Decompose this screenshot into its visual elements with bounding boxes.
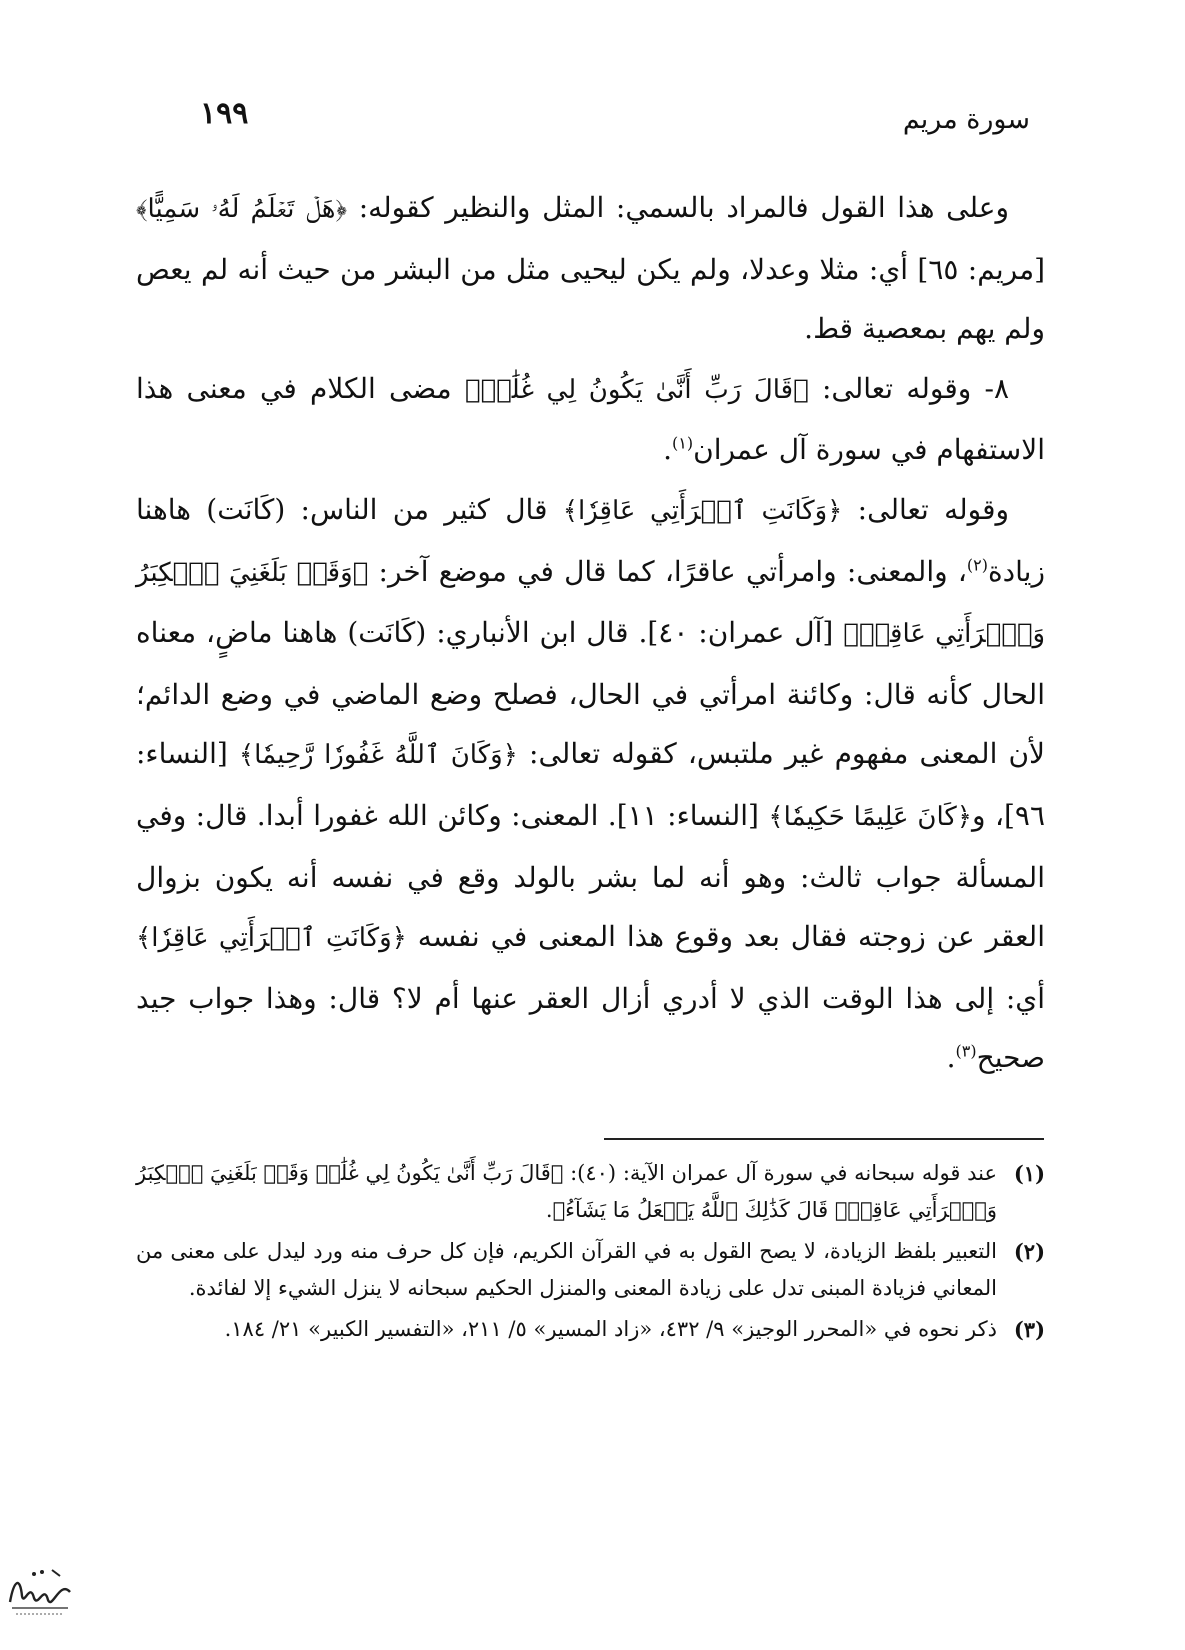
main-text bbox=[136, 178, 1045, 1088]
paragraph-text: مضى الكلام في معنى هذا الاستفهام في سورة آل عمران bbox=[136, 371, 1045, 467]
quran-quote: ﴿قَالَ رَبِّ أَنَّىٰ يَكُونُ لِي غُلَٰمٞ﴾ bbox=[464, 374, 809, 405]
footnote bbox=[136, 1155, 1045, 1229]
paragraph-text: ٨- وقوله تعالى: bbox=[808, 371, 1009, 405]
quran-quote: ﴿وَقَدۡ بَلَغَنِيَ ٱلۡكِبَرُ وَٱمۡرَأَتِي عَاقِرٞ﴾ bbox=[136, 557, 1046, 650]
quran-quote: ﴿هَلۡ تَعۡلَمُ لَهُۥ سَمِيًّا﴾ bbox=[136, 194, 348, 224]
chapter-title: سورة مريم bbox=[902, 104, 1030, 135]
paragraph-text: . bbox=[946, 1041, 956, 1075]
paragraph-text: [النساء: ١١]. المعنى: وكائن الله غفورا أبدا. قال: وفي المسألة جواب ثالث: وهو أنه لما بشر بالولد وقع في نفسه أنه يكون بزوال العقر عن زوجته فقال بعد وقوع هذا المعنى في نفسه bbox=[136, 798, 1045, 954]
paragraph-text: وعلى هذا القول فالمراد بالسمي: المثل والنظير كقوله: bbox=[347, 191, 1009, 224]
quran-quote: ﴿وَكَانَ ٱللَّهُ غَفُورٗا رَّحِيمٗا﴾ bbox=[238, 740, 518, 771]
paragraph-3 bbox=[136, 480, 1045, 1088]
footnote-text: التعبير بلفظ الزيادة، لا يصح القول به في القرآن الكريم، فإن كل حرف منه ورد ليدل على معنى من المعاني فزيادة المبنى تدل على زيادة المعنى والمنزل الحكيم سبحانه لا ينزل الشيء إلا لفائدة. bbox=[136, 1239, 997, 1300]
paragraph-text: [النساء: ٩٦]، و bbox=[136, 737, 1045, 832]
quran-quote: ﴿وَكَانَتِ ٱمۡرَأَتِي عَاقِرٗا﴾ bbox=[562, 495, 843, 526]
footnotes bbox=[136, 1155, 1045, 1352]
footnote-number: (٢) bbox=[1013, 1239, 1045, 1264]
paragraph-1 bbox=[136, 178, 1045, 359]
footnote-ref: (٣) bbox=[955, 1041, 977, 1061]
footnote-number: (١) bbox=[1013, 1161, 1045, 1186]
footnote-text: ذكر نحوه في «المحرر الوجيز» ٩/ ٤٣٢، «زاد المسير» ٥/ ٢١١، «التفسير الكبير» ٢١/ ١٨٤. bbox=[224, 1317, 997, 1341]
paragraph-text: [مريم: ٦٥] أي: مثلا وعدلا، ولم يكن ليحيى مثل من البشر من حيث أنه لم يعص ولم يهم بمعصية قط. bbox=[136, 252, 1045, 346]
page-header bbox=[200, 96, 1030, 146]
footnote-ref: (٢) bbox=[966, 555, 989, 575]
paragraph-text: وقوله تعالى: bbox=[842, 492, 1009, 526]
footnote-separator bbox=[604, 1138, 1044, 1140]
footnote bbox=[136, 1233, 1045, 1307]
paragraph-text: . bbox=[663, 433, 673, 467]
quran-quote: ﴿كَانَ عَلِيمًا حَكِيمٗا﴾ bbox=[768, 801, 972, 832]
paragraph-text: أي: إلى هذا الوقت الذي لا أدري أزال العقر عنها أم لا؟ قال: وهذا جواب جيد صحيح bbox=[136, 981, 1045, 1075]
footnote-text: عند قوله سبحانه في سورة آل عمران الآية: (٤٠): ﴿قَالَ رَبِّ أَنَّىٰ يَكُونُ لِي غُلَٰمٞ وَقَدۡ بَلَغَنِيَ ٱلۡكِبَرُ وَٱمۡرَأَتِي عَاقِرٞۖ قَالَ كَذَٰلِكَ ٱللَّهُ يَفۡعَلُ مَا يَشَآءُ﴾. bbox=[136, 1161, 998, 1222]
footnote-number: (٣) bbox=[1013, 1317, 1045, 1342]
publisher-logo-icon bbox=[4, 1562, 76, 1618]
page-number: ١٩٩ bbox=[200, 96, 249, 131]
paragraph-2 bbox=[136, 359, 1045, 480]
paragraph-text: ، والمعنى: وامرأتي عاقرًا، كما قال في موضع آخر: bbox=[368, 554, 967, 588]
quran-quote: ﴿وَكَانَتِ ٱمۡرَأَتِي عَاقِرٗا﴾ bbox=[136, 923, 407, 954]
footnote-ref: (١) bbox=[672, 434, 694, 454]
paragraph-text: قال كثير من الناس: (كَانَت) هاهنا زيادة bbox=[136, 492, 1045, 588]
paragraph-text: [آل عمران: ٤٠]. قال ابن الأنباري: (كَانَت) هاهنا ماضٍ، معناه الحال كأنه قال: وكائنة امرأتي في الحال، فصلح وضع الماضي في وضع الدائم؛ لأن المعنى مفهوم غير ملتبس، كقوله تعالى: bbox=[136, 616, 1045, 771]
footnote bbox=[136, 1311, 1045, 1348]
